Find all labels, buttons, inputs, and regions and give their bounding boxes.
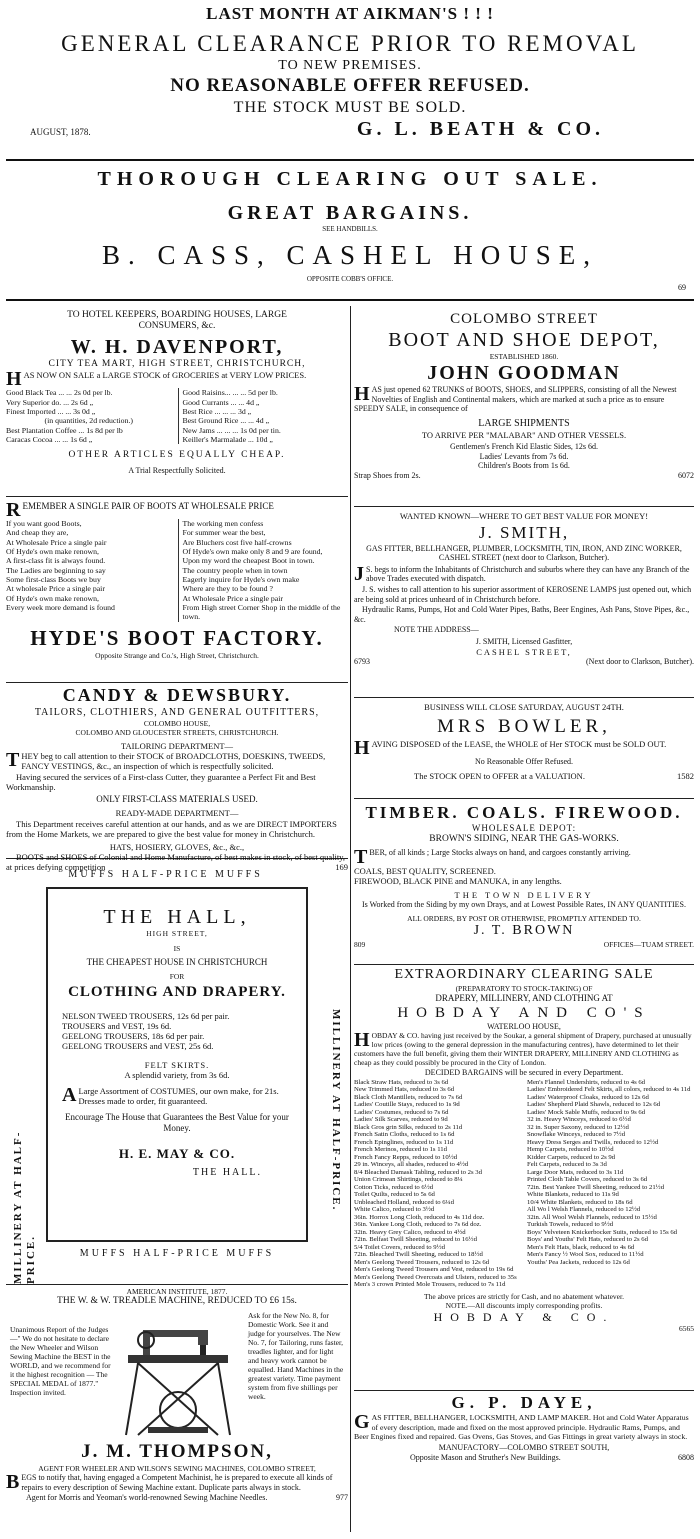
left-column: [6, 306, 348, 1535]
verse-line: And cheap they are,: [6, 528, 69, 538]
cass-ref: 69: [678, 283, 686, 293]
price-line: Good Currants ... ... 4d „: [182, 397, 260, 407]
dropcap: T: [6, 748, 20, 771]
verse-line: Of Hyde's own make renown,: [6, 593, 99, 603]
thompson-ref: 977: [336, 1493, 348, 1503]
hobday-cash: The above prices are strictly for Cash, and no abatement whatever.: [424, 1291, 624, 1301]
verse-line: Eagerly inquire for Hyde's own make: [182, 575, 300, 585]
candy-dept1: TAILORING DEPARTMENT—: [120, 740, 234, 751]
davenport-intro: AS NOW ON SALE a LARGE STOCK of GROCERIES at VERY LOW PRICES.: [23, 370, 307, 381]
bowler-open: The STOCK OPEN to OFFER at a VALUATION.: [414, 770, 585, 781]
daye-name: G. P. DAYE,: [451, 1393, 597, 1412]
hall-vert-right: MILLINERY AT HALF-PRICE.: [330, 1009, 342, 1212]
bargain-item: Hemp Carpets, reduced to 10½d: [527, 1146, 614, 1154]
verse-line: Every week more demand is found: [6, 603, 115, 613]
candy-p2: Having secured the services of a First-class Cutter, they guarantee a Perfect Fit and Best Workmanship.: [6, 772, 316, 793]
price-line: Best Plantation Coffee ... 1s 8d per lb: [6, 425, 123, 435]
verse-line: The country people when in town: [182, 565, 288, 575]
thompson-agent: AGENT FOR WHEELER AND WILSON'S SEWING MACHINES, COLOMBO STREET,: [38, 1464, 316, 1474]
bargain-item: French Epinglines, reduced to 1s 11d: [354, 1138, 454, 1146]
hall-ad: [6, 869, 348, 1284]
bowler-close: BUSINESS WILL CLOSE SATURDAY, AUGUST 24TH.: [424, 702, 624, 712]
dropcap: A: [62, 1083, 77, 1106]
davenport-head: TO HOTEL KEEPERS, BOARDING HOUSES, LARGE CONSUMERS, &c.: [67, 310, 287, 332]
smith-wanted: WANTED KNOWN—WHERE TO GET BEST VALUE FOR MONEY!: [399, 511, 649, 521]
bargain-item: Toilet Quilts, reduced to 5s 6d: [354, 1191, 435, 1199]
hyde-ad: [6, 497, 348, 682]
brown-offices: OFFICES—TUAM STREET.: [603, 939, 694, 949]
aikman-ad: [6, 4, 694, 159]
cass-line3: SEE HANDBILLS.: [322, 225, 378, 233]
davenport-trial: A Trial Respectfully Solicited.: [128, 465, 226, 475]
price-line: Good Raisins... ... ... 5d per lb.: [182, 388, 278, 398]
davenport-name: W. H. DAVENPORT,: [70, 335, 284, 358]
candy-p1: HEY beg to call attention to their STOCK of BROADCLOTHS, DOESKINS, TWEEDS, FANCY VESTINGS, &c., an inspection of which is respectfully solicited.: [21, 750, 326, 771]
bargain-item: Men's 3 crown Printed Mole Trousers, reduced to 7s 11d: [354, 1281, 506, 1289]
bargain-item: French Satin Cloths, reduced to 1s 6d: [354, 1131, 455, 1139]
goodman-est: ESTABLISHED 1860.: [489, 352, 559, 361]
bargain-item: Ladies' Embroidered Felt Skirts, all colors, reduced to 4s 11d: [527, 1086, 691, 1094]
thompson-inst: AMERICAN INSTITUTE, 1877.: [126, 1287, 228, 1296]
hall-felt: FELT SKIRTS.: [144, 1059, 210, 1070]
bargain-item: Ladies' Waterproof Cloaks, reduced to 12s 6d: [527, 1093, 649, 1101]
brown-town: THE TOWN DELIVERY: [454, 889, 594, 900]
price-line: (in quantities, 2d reduction.): [44, 416, 134, 426]
goodman-ref: 6072: [678, 470, 694, 480]
dropcap: G: [354, 1411, 370, 1434]
brown-coals: COALS, BEST QUALITY, SCREENED.: [354, 865, 496, 876]
cass-line5: OPPOSITE COBB'S OFFICE.: [306, 274, 394, 283]
dropcap: J: [354, 562, 364, 585]
smith-ref: 6793: [354, 656, 370, 666]
hobday-ad: [354, 965, 694, 1390]
hall-band-bottom: MUFFS HALF-PRICE MUFFS: [79, 1248, 275, 1259]
brown-p1: BER, of all kinds ; Large Stocks always on hand, and cargoes constantly arriving.: [369, 847, 631, 857]
bowler-ad: [354, 698, 694, 798]
bargain-item: 5/4 Toilet Covers, reduced to 9½d: [354, 1243, 445, 1251]
bargain-item: Felt Carpets, reduced to 3s 3d: [527, 1161, 607, 1169]
bargain-item: White Blankets, reduced to 11s 9d: [527, 1191, 619, 1199]
verse-line: At Wholesale Price a single pair: [6, 537, 107, 547]
dropcap: H: [354, 1029, 370, 1052]
bargain-item: Men's Fancy ½ Wool Sox, reduced to 11½d: [527, 1251, 644, 1259]
bargain-item: Boys' Velveteen Knickerbocker Suits, reduced to 15s 6d: [527, 1228, 678, 1236]
verse-line: At wholesale Price a single pair: [6, 584, 105, 594]
bowler-ref: 1582: [677, 770, 694, 781]
goodman-items: [354, 442, 694, 480]
hall-title: THE HALL,: [103, 906, 251, 928]
bargain-item: White Calico, reduced to 3½d: [354, 1206, 435, 1214]
aikman-line3: TO NEW PREMISES.: [278, 57, 422, 73]
daye-p: AS FITTER, BELLHANGER, LOCKSMITH, AND LAMP MAKER. Hot and Cold Water Apparatus of every description, made and fixed on the most approved principle. Hydraulic Rams, Pumps, and Beer Engines fixed and repaired. Gas Ovens, Gas Stoves, and Gas Fittings in great variety always in stock.: [354, 1413, 689, 1442]
smith-name: J. SMITH,: [478, 523, 570, 543]
aikman-firm: G. L. BEATH & CO.: [356, 117, 604, 140]
bargain-item: 32in. All Wool Welsh Flannels, reduced to 15½d: [527, 1213, 657, 1221]
bargain-item: Youths' Pea Jackets, reduced to 12s 6d: [527, 1258, 630, 1266]
cass-line4: B. CASS, CASHEL HOUSE,: [101, 240, 599, 271]
price-line: Good Black Tea ... ... 2s 0d per lb.: [6, 388, 113, 398]
aikman-line4: NO REASONABLE OFFER REFUSED.: [170, 74, 530, 96]
hobday-decided: DECIDED BARGAINS will be secured in every Department.: [424, 1068, 624, 1078]
hobday-note: NOTE.—All discounts imply corresponding profits.: [445, 1300, 603, 1310]
hobday-ref: 6565: [679, 1324, 694, 1334]
hobday-list-left: [354, 1079, 521, 1289]
hall-items: [62, 1011, 292, 1052]
brown-siding: BROWN'S SIDING, NEAR THE GAS-WORKS.: [429, 834, 619, 845]
bargain-item: 32in. Heavy Grey Calico, reduced to 4½d: [354, 1228, 466, 1236]
hall-street: HIGH STREET,: [146, 929, 208, 938]
candy-house: COLOMBO HOUSE,: [143, 718, 211, 728]
hall-costume: Large Assortment of COSTUMES, our own make, for 21s. Dresses made to order, fit guaranteed.: [78, 1085, 279, 1107]
goodman-item: Ladies' Levants from 7s 6d.: [479, 451, 569, 461]
hobday-p: OBDAY & CO. having just received by the Soukar, a general shipment of Drapery, purchased at unusually low prices (owing to the general depression in the manufacturing centres), have determined to let their customers have the full benefit, giving them their WINTER DRAPERY, MILLINERY AND CLOTHING as cheap as they could possibly be procured in the City of London.: [354, 1031, 692, 1068]
verse-line: Where are they to be found ?: [182, 584, 273, 594]
thompson-name: J. M. THOMPSON,: [81, 1441, 273, 1463]
goodman-l1: COLOMBO STREET: [450, 311, 598, 327]
aikman-line1: LAST MONTH AT AIKMAN'S ! ! !: [206, 4, 494, 23]
goodman-item: Strap Shoes from 2s.: [354, 470, 421, 480]
candy-addr: COLOMBO AND GLOUCESTER STREETS, CHRISTCHURCH.: [75, 727, 279, 737]
dropcap: T: [354, 845, 368, 868]
verse-line: Of Hyde's own make only 8 and 9 are found,: [182, 547, 323, 557]
price-line: Caracas Cocoa ... ... 1s 6d „: [6, 434, 93, 444]
verse-line: Upon my word the cheapest Boot in town.: [182, 556, 315, 566]
verse-line: The Ladies are beginning to say: [6, 565, 106, 575]
cass-line1: THOROUGH CLEARING OUT SALE.: [97, 168, 603, 190]
bargain-item: Black Gros grin Silks, reduced to 2s 11d: [354, 1123, 463, 1131]
bargain-item: Ladies' Coutille Stays, reduced to 1s 9d: [354, 1101, 460, 1109]
hall-clothing: CLOTHING AND DRAPERY.: [68, 983, 286, 1000]
hyde-addr: Opposite Strange and Co.'s, High Street, Christchurch.: [95, 650, 259, 660]
bargain-item: 36in. Horrox Long Cloth, reduced to 4s 11d doz.: [354, 1213, 485, 1221]
bargain-item: 32 in. Heavy Winceys, reduced to 6½d: [527, 1116, 631, 1124]
aikman-date: AUGUST, 1878.: [30, 126, 91, 137]
hall-cheapest: THE CHEAPEST HOUSE IN CHRISTCHURCH: [86, 957, 268, 967]
candy-p4: This Department receives careful attention at our hands, and as we are DIRECT IMPORTERS from the Home Markets, we are prepared to give the best value for money in Christchurch.: [6, 818, 337, 839]
verse-line: At Wholesale Price a single pair: [182, 593, 284, 603]
hall-for: FOR: [169, 971, 185, 981]
price-line: Very Superior do. ... 2s 6d „: [6, 397, 94, 407]
verse-line: From High street Corner Shop in the middle of the town.: [182, 603, 341, 622]
hall-band-top: MUFFS HALF-PRICE MUFFS: [68, 869, 263, 880]
divider: [6, 299, 694, 301]
hyde-verse-left: [6, 519, 172, 622]
bargain-item: 72in. Best Yankee Twill Sheeting, reduced to 21½d: [527, 1183, 665, 1191]
brown-depot: WHOLESALE DEPOT:: [471, 823, 577, 834]
thompson-ad: [6, 1285, 348, 1535]
dropcap: R: [6, 499, 21, 521]
smith-sig3: (Next door to Clarkson, Butcher).: [586, 656, 694, 666]
verse-line: Some first-class Boots we buy: [6, 575, 101, 585]
dropcap: H: [6, 368, 22, 391]
dropcap: B: [6, 1471, 20, 1494]
brown-fire: FIREWOOD, BLACK PINE and MANUKA, in any lengths.: [354, 875, 562, 886]
price-line: New Jams ... ... ... 1s 0d per tin.: [182, 425, 281, 435]
bargain-item: French Merinos, reduced to 1s 11d: [354, 1146, 447, 1154]
hall-item: TROUSERS and VEST, 19s 6d.: [62, 1020, 172, 1031]
thompson-agent2: Agent for Morris and Yeoman's world-renowned Sewing Machine Needles.: [26, 1493, 268, 1503]
hall-item: GEELONG TROUSERS, 18s 6d per pair.: [62, 1031, 205, 1042]
bowler-no: No Reasonable Offer Refused.: [474, 756, 574, 766]
bowler-name: MRS BOWLER,: [437, 716, 611, 738]
daye-ref: 6808: [678, 1453, 694, 1463]
bargain-item: Heavy Dress Serges and Twills, reduced to 12½d: [527, 1138, 659, 1146]
bargain-item: Ladies' Mock Sable Muffs, reduced to 9s 6d: [527, 1108, 646, 1116]
smith-sig: J. SMITH, Licensed Gasfitter,: [475, 636, 573, 646]
hall-item: GEELONG TROUSERS and VEST, 25s 6d.: [62, 1041, 214, 1052]
smith-ad: [354, 507, 694, 697]
bargain-item: 36in. Yankee Long Cloth, reduced to 7s 6d doz.: [354, 1221, 482, 1229]
bargain-item: 72in. Bleached Twill Sheeting, reduced to 18½d: [354, 1251, 483, 1259]
smith-p2: J. S. wishes to call attention to his superior assortment of KEROSENE LAMPS just opened out, which are being sold at prices unheard of in Christchurch before.: [354, 584, 692, 604]
bargain-item: 10/4 White Blankets, reduced to 18s 6d: [527, 1198, 633, 1206]
bargain-item: Black Straw Hats, reduced to 3s 6d: [354, 1078, 449, 1086]
brown-name: J. T. BROWN: [473, 922, 575, 938]
hobday-l4: HOBDAY AND CO'S: [397, 1004, 651, 1021]
cass-ad: [6, 161, 694, 299]
bargain-item: Boys' and Youths' Felt Hats, reduced to 2s 6d: [527, 1236, 648, 1244]
bargain-item: All Wo l Welsh Flannels, reduced to 12½d: [527, 1206, 641, 1214]
brown-ref: 809: [354, 939, 366, 949]
bargain-item: Snowflake Winceys, reduced to 7½d: [527, 1131, 626, 1139]
brown-worked: Is Worked from the Siding by my own Drays, and at Lowest Possible Rates, IN ANY QUANTITIES.: [362, 900, 686, 910]
goodman-name: JOHN GOODMAN: [427, 362, 621, 384]
bargain-item: Unbleached Holland, reduced to 6¼d: [354, 1198, 454, 1206]
bargain-item: 8/4 Bleached Damask Tabling, reduced to 2s 3d: [354, 1168, 482, 1176]
verse-line: For summer wear the best,: [182, 528, 266, 538]
hall-is: IS: [173, 944, 181, 953]
thompson-left: Unanimous Report of the Judges—" We do not hesitate to declare the New Wheeler and Wilson Sewing Machine the BEST in the WORLD, and we recommend for it the highest recognition — The SPECIAL MEDAL of 1877." Inspection invited.: [10, 1325, 111, 1398]
smith-trade: GAS FITTER, BELLHANGER, PLUMBER, LOCKSMITH, TIN, IRON, AND ZINC WORKER,: [366, 543, 682, 553]
candy-sub: TAILORS, CLOTHIERS, AND GENERAL OUTFITTERS,: [34, 706, 320, 718]
candy-ref: 169: [335, 862, 348, 873]
davenport-prices-left: [6, 388, 172, 444]
goodman-arrive: TO ARRIVE PER "MALABAR" AND OTHER VESSELS.: [421, 429, 627, 440]
cass-line2: GREAT BARGAINS.: [227, 202, 473, 224]
candy-title: CANDY & DEWSBURY.: [62, 685, 292, 705]
brown-title: TIMBER. COALS. FIREWOOD.: [365, 803, 683, 822]
goodman-p: AS just opened 62 TRUNKS of BOOTS, SHOES, and SLIPPERS, consisting of all the Newest Novelties of English and Continental makers, which are marked at such a price as to ensure SPEEDY SALE, in consequence of: [354, 385, 677, 414]
hall-encourage: Encourage The House that Guarantees the Best Value for your Money.: [65, 1112, 289, 1134]
candy-dept2: READY-MADE DEPARTMENT—: [115, 808, 239, 819]
bowler-p: AVING DISPOSED of the LEASE, the WHOLE of Her STOCK must be SOLD OUT.: [371, 738, 667, 749]
brown-ad: [354, 799, 694, 964]
bargain-item: 29 in. Winceys, all shades, reduced to 4½d: [354, 1161, 469, 1169]
verse-line: Of Hyde's own make renown,: [6, 547, 99, 557]
goodman-l2: BOOT AND SHOE DEPOT,: [388, 329, 660, 351]
bargain-item: Kidder Carpets, reduced to 2s 9d: [527, 1153, 616, 1161]
right-column: [354, 306, 694, 1481]
davenport-other: OTHER ARTICLES EQUALLY CHEAP.: [68, 450, 286, 461]
dropcap: H: [354, 736, 370, 759]
bargain-item: Turkish Towels, reduced to 9½d: [527, 1221, 614, 1229]
hyde-intro: EMEMBER A SINGLE PAIR OF BOOTS AT WHOLESALE PRICE: [22, 501, 274, 511]
bargain-item: French Fancy Repps, reduced to 10½d: [354, 1153, 458, 1161]
hyde-title: HYDE'S BOOT FACTORY.: [30, 625, 324, 650]
hall-firm: H. E. MAY & CO.: [118, 1145, 236, 1161]
smith-p1: S. begs to inform the Inhabitants of Christchurch and suburbs where they can have any Branch of the above Trades executed with dispatch.: [366, 564, 690, 584]
bargain-item: Ladies' Shepherd Plaid Shawls, reduced to 12s 6d: [527, 1101, 661, 1109]
sewing-machine-icon: [118, 1315, 238, 1440]
candy-p3: ONLY FIRST-CLASS MATERIALS USED.: [96, 793, 258, 804]
davenport-prices-right: [178, 388, 349, 444]
thompson-right: Ask for the New No. 8, for Domestic Work. See it and judge for yourselves. The New No. 7, for Tailoring, runs faster, treadles lighter, and for light and heavy work cannot be equalled. Hand Machines in the greatest variety. Time payment system from five shillings per week.: [248, 1311, 344, 1402]
bargain-item: Black Cloth Mantillets, reduced to 7s 6d: [354, 1093, 463, 1101]
candy-p6: BOOTS and SHOES of Colonial and Home Manufacture, of best makes in stock, of best quality, at prices defying competition: [6, 852, 346, 873]
bargain-item: Ladies' Costumes, reduced to 7s 6d: [354, 1108, 449, 1116]
smith-sig2: CASHEL STREET,: [476, 646, 572, 657]
hall-firm2: THE HALL.: [192, 1167, 262, 1179]
daye-mfy: MANUFACTORY—COLOMBO STREET SOUTH,: [438, 1443, 610, 1453]
candy-p5: HATS, HOSIERY, GLOVES, &c., &c.,: [109, 841, 245, 852]
verse-line: Are Bluchers cost five half-crowns: [182, 537, 292, 547]
aikman-line2: GENERAL CLEARANCE PRIOR TO REMOVAL: [61, 31, 639, 57]
hyde-verse-right: [178, 519, 349, 622]
hall-box: [46, 887, 308, 1242]
price-line: Best Ground Rice ... ... 4d „: [182, 416, 270, 426]
price-line: Best Rice ... ... ... 3d „: [182, 406, 252, 416]
bargain-item: 32 in. Super Saxony, reduced to 12½d: [527, 1123, 629, 1131]
thompson-head: THE W. & W. TREADLE MACHINE, REDUCED TO £6 15s.: [57, 1296, 297, 1306]
goodman-large: LARGE SHIPMENTS: [478, 417, 570, 429]
price-line: Keiller's Marmalade ... 10d „: [182, 434, 273, 444]
davenport-addr: CITY TEA MART, HIGH STREET, CHRISTCHURCH,: [48, 358, 306, 369]
hobday-l3: DRAPERY, MILLINERY, AND CLOTHING AT: [435, 992, 613, 1003]
bargain-item: Ladies' Silk Scarves, reduced to 9d: [354, 1116, 448, 1124]
bargain-item: Men's Geelong Tweed Trousers and Vest, reduced to 19s 6d: [354, 1266, 514, 1274]
hall-felt2: A splendid variety, from 3s 6d.: [124, 1069, 230, 1080]
goodman-item: Children's Boots from 1s 6d.: [478, 461, 570, 471]
bargain-item: Printed Cloth Table Covers, reduced to 3s 6d: [527, 1176, 648, 1184]
smith-note: NOTE THE ADDRESS—: [394, 625, 479, 635]
daye-ad: [354, 1391, 694, 1481]
bargain-item: New Trimmed Hats, reduced to 3s 6d: [354, 1086, 455, 1094]
hobday-l2: (PREPARATORY TO STOCK-TAKING) OF: [455, 983, 593, 993]
smith-p3: Hydraulic Rams, Pumps, Hot and Cold Water Pipes, Baths, Beer Engines, Ash Pans, Stove Pipes, &c., &c.: [354, 605, 690, 624]
brown-orders: ALL ORDERS, BY POST OR OTHERWISE, PROMPTLY ATTENDED TO.: [407, 913, 641, 923]
price-line: Finest Imported ... ... 3s 0d „: [6, 406, 96, 416]
goodman-ad: [354, 306, 694, 506]
aikman-line5: THE STOCK MUST BE SOLD.: [233, 98, 467, 116]
bargain-item: Men's Flannel Undershirts, reduced to 4s 6d: [527, 1078, 646, 1086]
verse-line: If you want good Boots,: [6, 519, 82, 528]
thompson-p: EGS to notify that, having engaged a Competent Machinist, he is prepared to execute all kinds of repairs to every description of Sewing Machine extant. Duplicate parts always in stock.: [21, 1473, 333, 1492]
hobday-list-right: [527, 1079, 694, 1289]
hobday-l5: WATERLOO HOUSE,: [487, 1021, 561, 1031]
hall-item: NELSON TWEED TROUSERS, 12s 6d per pair.: [62, 1010, 230, 1021]
hobday-firm: HOBDAY & CO.: [433, 1309, 615, 1324]
bargain-item: Union Crimean Shirtings, reduced to 8¼: [354, 1176, 463, 1184]
daye-opp: Opposite Mason and Struther's New Buildings.: [410, 1453, 561, 1463]
goodman-item: Gentlemen's French Kid Elastic Sides, 12s 6d.: [449, 441, 599, 451]
smith-addr: CASHEL STREET (next door to Clarkson, Butcher).: [438, 553, 610, 563]
bargain-item: 72in. Belfast Twill Sheeting, reduced to 16½d: [354, 1236, 477, 1244]
column-divider: [350, 306, 351, 1532]
bargain-item: Large Door Mats, reduced to 3s 11d: [527, 1168, 624, 1176]
davenport-ad: [6, 306, 348, 496]
bargain-item: Men's Felt Hats, black, reduced to 4s 6d: [527, 1243, 635, 1251]
bargain-item: Men's Geelong Tweed Overcoats and Ulsters, reduced to 35s: [354, 1273, 517, 1281]
hall-vert-left: MILLINERY AT HALF-PRICE.: [12, 1130, 38, 1284]
candy-ad: [6, 683, 348, 873]
verse-line: The working men confess: [182, 519, 264, 528]
hobday-l1: EXTRAORDINARY CLEARING SALE: [394, 967, 654, 982]
bargain-item: Cotton Ticks, reduced to 6½d: [354, 1183, 434, 1191]
bargain-item: Men's Geelong Tweed Trousers, reduced to 12s 6d: [354, 1258, 490, 1266]
verse-line: A first-class fit is always found.: [6, 556, 106, 566]
dropcap: H: [354, 383, 370, 405]
